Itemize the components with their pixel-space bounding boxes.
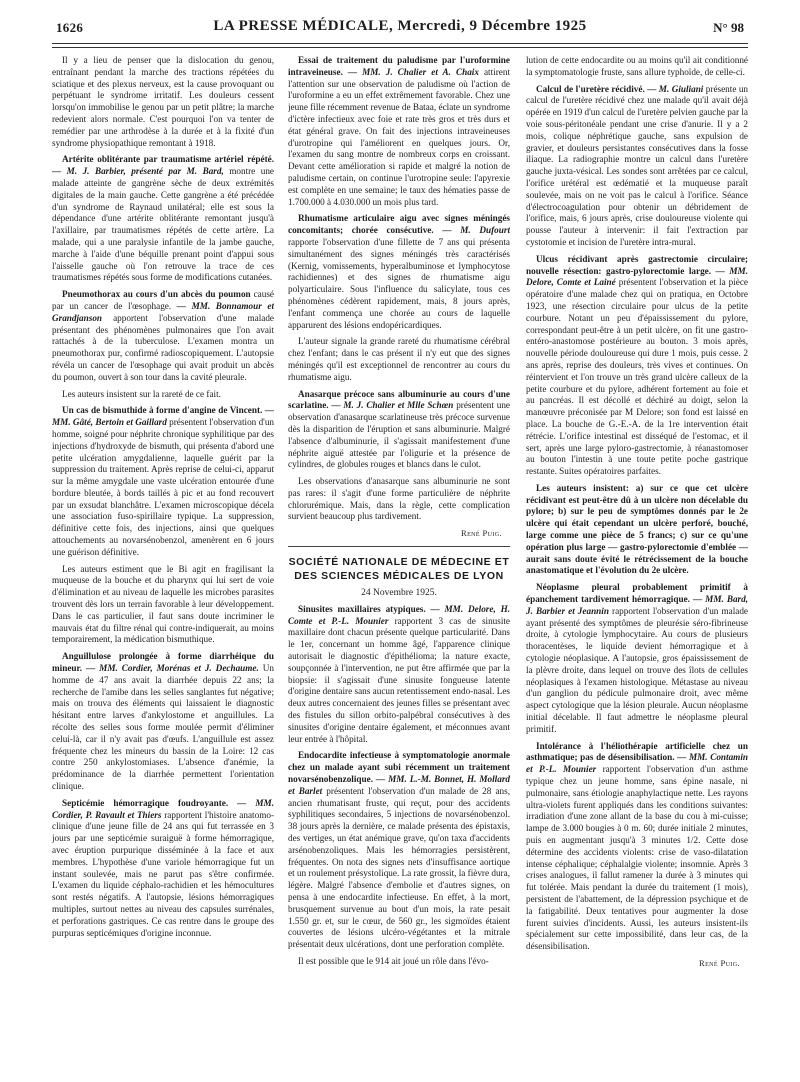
society-name: SOCIÉTÉ NATIONALE DE MÉDECINE ET DES SCIENCES MÉDICALES DE LYON — [288, 556, 510, 583]
article-body: causé par un cancer de l'œsophage. — [52, 289, 274, 311]
article-authors: — MM. Gâté, Bertoin et Gaillard — [52, 405, 274, 428]
article-paragraph: Les auteurs estiment que le Bi agit en fragilisant la muqueuse de la bouche et du pharynx qui lui sert de voie d'élimination et au niveau de laquelle les microbes parasites trouvent dès lors un terrain favorable à leur développement. Dans le cas particulier, il faut sans doute incriminer le mauvais état du filtre rénal qui contre-indiquerait, au moins temporairement, la médication bismuthique. — [52, 563, 274, 645]
article-authors: — M. Giuliani — [647, 83, 704, 94]
article-title: Sinusites maxillaires atypiques. — [298, 603, 426, 614]
article-body: Un homme de 47 ans avait la diarrhée depuis 22 ans; la recherche de l'amibe dans les selles sanglantes fut négative; mais on trouva des éléments qui laissaient le diagnostic hésitant entre larves d'ankylostome et anguillules. La récolte des selles sous forme moulée permit d'éliminer celui-là, car il n'y avait pas d'œufs. L'anguillule est assez fréquente chez les mineurs du bassin de la Loire: 12 cas contre 250 ankylostomiases. L'absence d'anémie, la prédominance de la diarrhée permettent l'orientation clinique. — [52, 663, 274, 792]
header-rule-bottom — [52, 47, 748, 48]
article-body: montre une malade atteinte de gangrène sèche de deux extrémités digitales de la main gauche. Cette gangrène a été précédée d'un syndrome de Raynaud unilatéral; elle est sous la dépendance d'une artérite oblitérante remontant jusqu'à l'axillaire, par traumatismes répétés de cette artère. La malade, qui a une paralysie infantile de la jambe gauche, marche à l'aide d'une béquille prenant point d'appui sous l'aisselle gauche où l'on retrouve la trace de ces traumatismes répétés sous forme de modifications cutanées. — [52, 166, 274, 283]
article-authors: — MM. Bonnamour et Grandjanson — [52, 300, 274, 323]
article-authors: — M. J. Chalier et Mlle Schœn — [331, 400, 454, 411]
article-title: Anasarque précoce sans albuminurie au cours d'une scarlatine. — [288, 388, 510, 411]
section-divider — [288, 546, 510, 547]
article-body: présente un calcul de l'uretère récidivé chez une malade qu'il avait déjà opérée en 1919 d'un calcul de l'uretère pelvien gauche par la voie sous-péritonéale pendant une crise d'anurie. Il y a 2 mois, colique néphrétique gauche, sans expulsion de gravier, et douleurs persistantes consécutives dans la fosse iliaque. La radiographie montre un calcul dans l'uretère gauche juxta-vésical. Les sondes sont arrêtées par ce calcul, l'orifice urétéral est œdématié et la muqueuse paraît soulevée, mais on ne voit pas le calcul à l'orifice. Séance d'électrocoagulation pour obtenir un débridement de l'orifice, mais, 6 jours après, crise douloureuse violente qui pousse l'auteur à intervenir: il fait l'extraction par cystotomie et incision de l'uretère intra-mural. — [526, 83, 748, 247]
article-title: Néoplasme pleural probablement primitif à épanchement tardivement hémorragique. — [526, 582, 748, 605]
article-ulcus — [526, 254, 748, 478]
article-neoplasme — [526, 582, 748, 735]
article-bismuthide — [52, 405, 274, 558]
header-rule-top — [52, 43, 748, 44]
article-authors: — MM. J. Chalier et A. Chaix — [347, 66, 479, 77]
article-title: Anguillulose prolongée à forme diarrhéique du mineur. — [52, 651, 274, 674]
article-body: rapportent l'observation d'un malade ayant présenté des symptômes de pleurésie séro-fibrineuse droite, à cytologie lymphocytaire. Au cours de plusieurs thoracentèses, le liquide devient hémorragique et à cytologie néoplasique. A l'autopsie, gros épaississement de la plèvre droite, dans lequel on trouve des îlots de cellules néoplasiques à l'examen histologique. Métastase au niveau d'un ganglion du pédicule pulmonaire droit, avec même aspect cytologique que la lésion pleurale. Aucun néoplasme initial décelable. Il faut admettre le néoplasme pleural primitif. — [526, 605, 748, 734]
article-authors: — MM. L.-M. Bonnet, H. Mollard et Barlet — [288, 774, 510, 796]
article-authors: — MM. Bard, J. Barbier et Jeannin — [526, 594, 748, 616]
article-endocardite — [288, 750, 510, 951]
article-paragraph: L'auteur signale la grande rareté du rhumatisme cérébral chez l'enfant; dans le cas présent il n'y eut que des signes méningés qu'il est exceptionnel de rencontrer au cours du rhumatisme aigu. — [288, 336, 510, 382]
column-left — [52, 55, 274, 1075]
journal-title: LA PRESSE MÉDICALE, Mercredi, 9 Décembre 1925 — [213, 18, 587, 34]
intro-paragraph: Il y a lieu de penser que la dislocation du genou, entraînant pendant la marche des tractions répétées du sciatique et des plexus nerveux, est la cause provoquant ou perpétuant le syndrome irritatif. Les douleurs cessent lorsqu'on immobilise le genou par un petit plâtre; la marche redevient alors normale. C'est pourquoi l'on va tenter de remédier par une arthrodèse à la durée et à la fixité d'un syndrome physiopathique remontant à 1918. — [52, 55, 274, 148]
article-pneumothorax — [52, 289, 274, 383]
article-title: Essai de traitement du paludisme par l'uroformine intraveineuse. — [288, 55, 510, 77]
issue-number: N° 98 — [713, 20, 744, 35]
article-authors: — MM. Cordier, Morénas et J. Dechaume. — [86, 663, 259, 674]
article-title: Calcul de l'uretère récidivé. — [536, 83, 645, 94]
continued-paragraph: lution de cette endocardite ou au moins qu'il ait conditionné la symptomatologie fruste, sans allure typhoïde, de celle-ci. — [526, 55, 748, 77]
article-authors: — MM. Delore, Comte et Lainé — [526, 265, 748, 288]
column-right — [526, 55, 748, 1075]
article-body: présentent l'observation d'un homme, soigné pour néphrite chronique syphilitique par des injections d'hydroxyde de bismuth, qui présenta d'abord une petite ulcération amygdalienne, laquelle guérit par la suppression du traitement. Après reprise de celui-ci, apparut sur la même amygdale une vaste ulcération entourée d'une bordure bleutée, à bords taillés à pic et au fond recouvert par un exsudat blanchâtre. L'examen microscopique décela une association fuso-spirillaire typique. La suppression, définitive cette fois, des injections, ainsi que quelques attouchements au novarsénobenzol, amenèrent en 6 jours une guérison définitive. — [52, 417, 274, 557]
article-authors: — MM. Delore, H. Comte et P.-L. Mounier — [288, 603, 510, 626]
article-body: attirent l'attention sur une observation de paludisme où l'action de l'uroformine a eu un effet extrêmement favorable. Chez une jeune fille récemment revenue de Bataa, éclate un syndrome d'ictère infectieux avec foie et rate très gros et très durs et état général grave. On fait des injections intraveineuses d'urotropine qui l'améliorent en quelques jours. Or, l'examen du sang montre de nombreux corps en croissant. Devant cette amélioration si rapide et malgré la notion de paludisme certain, on continue l'urotropine seule: l'apyrexie est complète en une semaine; le taux des hématies passe de 1.700.000 à 4.030.000 un mois plus tard. — [288, 66, 510, 207]
article-body: rapportent l'observation d'un asthme typique chez un jeune homme, sans épine nasale, ni pulmonaire, sans étiologie anaphylactique nette. Les rayons ultra-violets furent appliqués dans les conditions suivantes: irradiation d'une zone allant de la base du cou à mi-cuisse; lampe de 3.000 bougies à 0 m. 60; durée initiale 2 minutes, puis en augmentant jusqu'à 3 minutes 1/2. Cette dose détermine des accidents violents: crise de vaso-dilatation intense céphalique; céphalalgie violente; insomnie. Après 3 crises analogues, il fallut ramener la durée à 3 minutes qui fut tolérée. Mais pendant la durée du traitement (1 mois), persistent de l'abattement, de la dépression psychique et de la fatigabilité. Deux tentatives pour augmenter la dose furent suivies d'incidents. Aussi, les auteurs insistent-ils spécialement sur cette impossibilité, dans leur cas, de la désensibilisation. — [526, 764, 748, 952]
article-anguillulose — [52, 651, 274, 793]
article-arterite — [52, 154, 274, 284]
article-septicemie — [52, 798, 274, 940]
article-anasarque — [288, 389, 510, 472]
article-sinusites — [288, 604, 510, 746]
article-body: présentent l'observation d'un malade de 28 ans, ancien rhumatisant fruste, qui reçut, pour des accidents syphilitiques secondaires, 5 injections de novarsénobenzol. 38 jours après la dernière, ce malade présenta des épistaxis, des vertiges, un état anémique grave, qu'on taxa d'accidents arsénobenzoliques. Mais les hémorragies persistèrent, fréquentes. On nota des signes nets d'insuffisance aortique et un roulement présystolique. La rate grossit, la fièvre dura, légère. Malgré l'absence d'embolie et d'autres signes, on pensa à une endocardite infectieuse. En effet, à la mort, brusquement survenue au bout d'un mois, la rate pesait 1.550 gr. et, sur le cœur, de 560 gr., les sigmoïdes étaient couvertes de lésions ulcéro-végétantes et la mitrale présentait deux ulcérations, dont une perforation complète. — [288, 785, 510, 950]
article-title: Pneumothorax au cours d'un abcès du poumon — [62, 289, 251, 300]
article-title: Rhumatisme articulaire aigu avec signes méningés concomitants; chorée consécutive. — [288, 213, 510, 236]
article-rhumatisme — [288, 213, 510, 331]
article-title: Artérite oblitérante par traumatisme artériel répété. — [62, 154, 274, 165]
article-title: Septicémie hémorragique foudroyante. — [62, 797, 229, 808]
article-heliotherapie — [526, 741, 748, 953]
article-paragraph: Les observations d'anasarque sans albuminurie ne sont pas rares: il s'agit d'une forme particulière de néphrite chlorurémique. Mais, dans la règle, cette complication survient beaucoup plus tardivement. — [288, 476, 510, 522]
article-body: présentent l'observation et la pièce opératoire d'une malade chez qui on pratiqua, en Octobre 1923, une résection circulaire pour ulcus de la petite courbure. Notant un peu d'épaississement du pylore, correspondant peut-être à un petit ulcère, on fit une gastro-entéro-anastomose postérieure au bouton. 3 mois après, nouvelle période douloureuse qui dure 1 mois, puis cesse. 2 ans après, reprise des douleurs, très vives et continues. On réintervient et l'on trouve un très grand ulcère calleux de la petite courbure et du pylore, adhérent fortement au foie et au pancréas. Il est décollé et déchiré au doigt, selon la manœuvre préconisée par M Delore; son fond est laissé en place. La bouche de G.-E.-A. de la 1re intervention était rétrécie. L'orifice intestinal est disséqué de l'estomac, et il sert, après une large pyloro-gastrectomie, à réanastomoser au bouton l'intestin à une toute petite poche gastrique restante. Suites opératoires parfaites. — [526, 277, 748, 477]
running-head — [52, 18, 748, 40]
article-title: Endocardite infectieuse à symptomatologie anormale chez un malade ayant subi récemment un traitement novarsénobenzolique. — [288, 750, 510, 785]
session-date: 24 Novembre 1925. — [361, 588, 437, 599]
article-paragraph: Il est possible que le 914 ait joué un rôle dans l'évo- — [298, 955, 489, 966]
article-body: rapportent l'histoire anatomo-clinique d'une jeune fille de 24 ans qui fut terrassée en 3 jours par une septicémie suraiguë à forme hémorragique, avec éruption purpurique disséminée à la face et aux membres. L'hypothèse d'une variole hémorragique fut un instant soulevée, mais ne parut pas s'être confirmée. L'examen du liquide céphalo-rachidien et les hémocultures sont restés négatifs. A l'autopsie, lésions hémorragiques multiples, surtout nettes au niveau des capsules surrénales, et perforations gastriques. Ce cas rentre dans le groupe des purpuras septicémiques d'origine inconnue. — [52, 809, 274, 938]
article-authors: — M. Dufourt — [442, 225, 510, 236]
article-body: rapportent 3 cas de sinusite maxillaire dont chacun présente quelque particularité. Dans le 1er, concernant un homme âgé, l'apparence clinique autorisait le diagnostic d'épithélioma; la nature exacte, soupçonnée à l'intervention, ne put être affirmée que par la biopsie: il s'agissait d'une sinusite fongueuse latente d'origine dentaire sans aucun retentissement endo-nasal. Les deux autres concernaient des jeunes filles se présentant avec des fistules du sillon orbito-palpébral consécutives à des sinusites d'origine dentaire également, et méconnues avant leur entrée à l'hôpital. — [288, 615, 510, 744]
article-authors: — M. J. Barbier, présenté par M. Bard, — [52, 166, 224, 177]
article-authors: — MM. Cordier, P. Ravault et Thiers — [52, 797, 274, 820]
article-authors: — MM. Contamin et P.-L. Mounier — [526, 752, 748, 775]
article-body: rapporte l'observation d'une fillette de 7 ans qui présenta simultanément des signes méningés très caractérisés (Kernig, vomissements, hyperalbuminose et lymphocytose rachidiennes) et des signes de rhumatisme aigu polyarticulaire. Sous l'influence du salicylate, tous ces phénomènes cédèrent rapidement, mais, 8 jours après, l'enfant commença une chorée au cours de laquelle apparurent des lésions endopéricardiques. — [288, 236, 510, 330]
reporter-signature: René Puig. — [461, 528, 502, 539]
article-title: Ulcus récidivant après gastrectomie circulaire; nouvelle résection: gastro-pylorectomie large. — [526, 253, 748, 276]
page-number: 1626 — [56, 20, 84, 35]
article-paragraph: Les auteurs insistent sur la rareté de ce fait. — [62, 388, 221, 399]
article-paragraph: Les auteurs insistent: a) sur ce que cet ulcère récidivant est peut-être dû à un ulcère non décelable du pylore; b) sur le peu de symptômes donnés par le 2e ulcère qui était cependant un ulcère perforé, bouché, large comme une pièce de 5 francs; c) sur ce qu'une opération plus large — gastro-pylorectomie d'emblée — aurait sans doute évité le rétrécissement de la bouche anastomatique et l'évolution du 2e ulcère. — [526, 482, 748, 576]
article-title: Intolérance à l'héliothérapie artificielle chez un asthmatique; pas de désensibilisation. — [526, 740, 748, 763]
society-heading — [288, 555, 510, 600]
article-title: Un cas de bismuthide à forme d'angine de Vincent. — [62, 405, 263, 416]
article-body: présentent une observation d'anasarque scarlatineuse très précoce survenue dès la disparition de l'éruption et sans albuminurie. Malgré l'absence d'albuminurie, il s'agissait manifestement d'une néphrite aiguë attestée par l'oligurie et la présence de cylindres, de globules rouges et blancs dans le culot. — [288, 400, 510, 470]
column-middle — [288, 55, 510, 1075]
reporter-signature: René Puig. — [699, 957, 740, 968]
article-paludisme — [288, 55, 510, 208]
article-calcul-uretere — [526, 84, 748, 249]
article-body: apportent l'observation d'une malade présentant des phénomènes pulmonaires que l'on avait rattachés à de la tuberculose. L'examen montra un pneumothorax pur, confirmé radioscopiquement. L'autopsie révéla un cancer de l'œsophage qui avait produit un abcès du poumon, ouvert à son tour dans la cavité pleurale. — [52, 312, 274, 382]
